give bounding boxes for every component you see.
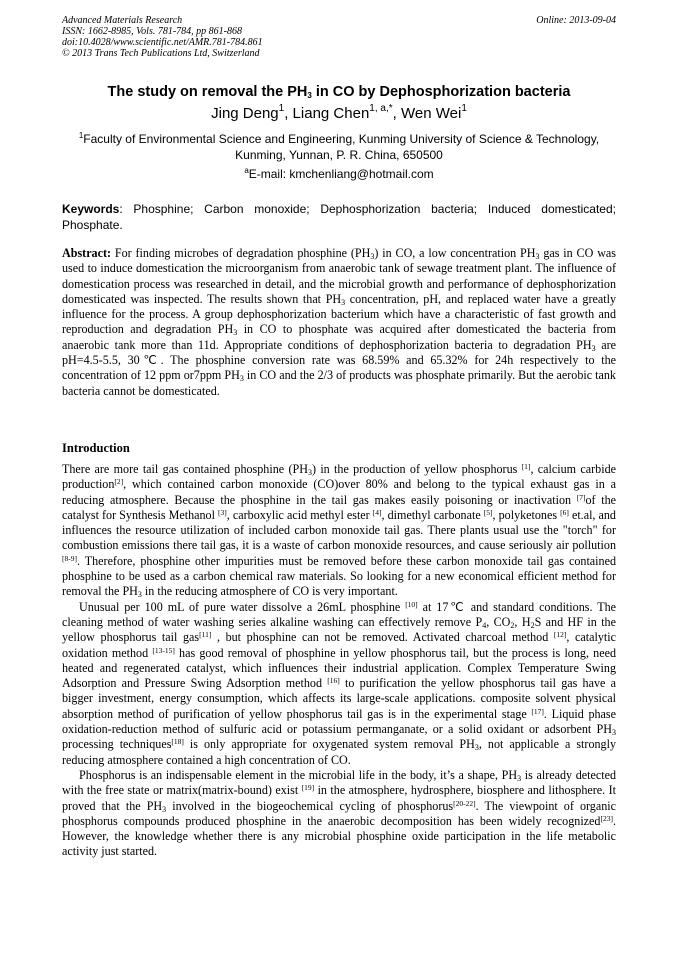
- body-text: in the reducing atmosphere of CO is very important.: [141, 584, 398, 599]
- body-text: , but phosphine can not be removed. Activated charcoal method: [211, 630, 554, 645]
- body-text: , catalytic oxidation method: [62, 630, 616, 660]
- title-subscript: 3: [307, 91, 312, 100]
- abstract-label: Abstract:: [62, 246, 112, 260]
- citation: [1]: [521, 462, 531, 471]
- subscript: 3: [162, 804, 167, 814]
- subscript: 2: [530, 620, 535, 630]
- title-text-b: in CO by Dephosphorization bacteria: [311, 84, 571, 100]
- body-text: et.al, and influences the resource utilization of included carbon monoxide tail gas. There plants usual use the "torch" for combustion emissions there tail gas, it is a waste of carbon monoxide resources, and cause seriously air pollution: [62, 507, 616, 553]
- body-text: . However, the knowledge whether there is any microbial phosphine oxide participation in the life metabolic activity just started.: [62, 813, 616, 859]
- keywords-label: Keywords: [62, 202, 120, 216]
- body-text: , carboxylic acid methyl ester: [226, 507, 373, 522]
- citation: [7]: [576, 492, 586, 502]
- affiliation-line: Kunming, Yunnan, P. R. China, 650500: [235, 148, 443, 162]
- body-text: Unusual per 100 mL of pure water dissolve a 26mL phosphine: [79, 599, 406, 614]
- body-text: , polyketones: [492, 507, 561, 522]
- body-text: processing techniques: [62, 737, 172, 752]
- body-text: to purification the yellow phosphorus tail gas have a bigger investment, energy consumption, which affects its large-scale applications. composite solvent physical absorption method of purification of yellow phosphorus tail gas is in the experimental stage: [62, 676, 616, 721]
- citation: [13-15]: [152, 645, 175, 655]
- keywords-text: : Phosphine; Carbon monoxide; Dephosphorization bacteria; Induced domesticated; Phosphate.: [62, 202, 616, 232]
- subscript: 2: [510, 620, 515, 630]
- subscript: 4: [482, 620, 487, 630]
- keywords: [62, 201, 616, 233]
- section-heading-introduction: Introduction: [62, 441, 130, 455]
- citation: [20-22]: [453, 798, 476, 808]
- body-text: , H: [514, 614, 531, 629]
- journal-header: [62, 15, 616, 59]
- author-name: , Wen Wei: [392, 105, 462, 122]
- abstract-text: in CO to phosphate was acquired after domesticated the bacteria from anaerobic tank more than 11d. Appropriate conditions of dephosphorization bacteria to degradation PH: [62, 322, 616, 352]
- body-text: , which contained carbon monoxide (CO)over 80% and belong to the typical exhaust gas in a reducing atmosphere. Because the phosphine in the tail gas makes easily poisoning or inactivation: [62, 477, 616, 507]
- introduction-body: [62, 462, 616, 860]
- author-affil-mark: 1: [278, 103, 285, 114]
- subscript: 3: [307, 468, 312, 477]
- subscript: 3: [370, 252, 375, 261]
- subscript: 3: [591, 343, 596, 353]
- affil-mark-text: 1, a,: [369, 103, 389, 114]
- citation: [8-9]: [62, 553, 77, 563]
- body-text: . Liquid phase oxidation-reduction method of sulfuric acid or potassium permanganate, or a solid oxidant or adsorbent PH: [62, 706, 617, 737]
- author-affil-mark: [369, 103, 392, 114]
- abstract-text: concentration, pH, and replaced water have a greatly influence for the process. A group dephosphorization bacterium which have a characteristic of fast growth and reproduction and degradation PH: [62, 291, 616, 337]
- subscript: 3: [137, 590, 142, 600]
- citation: [18]: [171, 737, 184, 747]
- body-text: , calcium carbide production: [62, 462, 616, 492]
- online-date: Online: 2013-09-04: [536, 15, 616, 26]
- author-affil-mark: 1: [461, 103, 467, 114]
- copyright-line: © 2013 Trans Tech Publications Ltd, Switzerland: [62, 48, 260, 59]
- email-mark: a: [244, 166, 249, 175]
- citation: [11]: [199, 630, 212, 640]
- citation: [4]: [372, 507, 382, 517]
- citation: [3]: [218, 507, 227, 517]
- abstract-text: gas in CO was used to induce domestication the microorganism from anaerobic tank of sewage treatment plant. The influence of domestication process was researched in detail, and the microbial growth and performance of dephosphorization domesticated was inspected. The results shown that PH: [62, 246, 616, 306]
- abstract-text: in CO and the 2/3 of products was phosphate primarily. But the aerobic tank bacteria cannot be domesticated.: [62, 368, 616, 398]
- citation: [6]: [560, 507, 569, 517]
- abstract-text: For finding microbes of degradation phosphine (PH: [111, 246, 371, 260]
- body-text: , dimethyl carbonate: [381, 507, 484, 522]
- paragraph: [62, 462, 616, 600]
- body-text: , not applicable a strongly reducing atmosphere contained a high concentration of CO.: [62, 737, 616, 767]
- email-text: E-mail: kmchenliang@hotmail.com: [248, 167, 434, 181]
- abstract-text: ) in CO, a low concentration PH: [374, 246, 536, 260]
- affiliation-mark: 1: [78, 131, 84, 140]
- affiliation-text: Faculty of Environmental Science and Engineering, Kunming University of Science & Technology,: [83, 132, 600, 146]
- citation: [17]: [531, 706, 544, 716]
- doi-line: doi:10.4028/www.scientific.net/AMR.781-784.861: [62, 37, 263, 48]
- author-name: Jing Deng: [211, 105, 279, 122]
- journal-name: Advanced Materials Research: [62, 15, 183, 26]
- citation: [19]: [301, 783, 315, 793]
- citation: [10]: [405, 599, 418, 609]
- subscript: 3: [233, 328, 238, 338]
- citation: [23]: [600, 813, 613, 823]
- body-text: at 17℃ and standard conditions. The cleaning method of water washing series alkaline washing can effectively remove P: [62, 599, 617, 629]
- body-text: There are more tail gas contained phosphine (PH: [62, 462, 308, 476]
- body-text: . Therefore, phosphine other impurities must be removed before these carbon monoxide tail gas contained phosphine to be used as a carbon chemical raw materials. So looking for a new economical efficient method for removal the PH: [62, 553, 616, 599]
- body-text: is only appropriate for oxygenated system removal PH: [183, 737, 475, 752]
- body-text: has good removal of phosphine in yellow phosphorus tail, but the process is long, need heated and regenerated catalyst, which influences their industrial application. Complex Temperature Swing Adsorption and Pressure Swing Adsorption method: [62, 645, 616, 691]
- author-list: [62, 104, 616, 124]
- paper-title: [62, 83, 616, 101]
- body-text: involved in the biogeochemical cycling of phosphorus: [166, 798, 454, 813]
- body-text: Phosphorus is an indispensable element in the microbial life in the body, it’s a shape, PH: [79, 767, 518, 782]
- body-text: . The viewpoint of organic phosphorus compounds produced phosphine in the anaerobic decomposition has been widely recognized: [62, 798, 616, 828]
- affiliation-line: [62, 131, 616, 147]
- corresponding-star: *: [388, 103, 393, 114]
- subscript: 3: [535, 252, 540, 261]
- body-text: of the catalyst for Synthesis Methanol: [62, 492, 617, 522]
- body-text: ) in the production of yellow phosphorus: [311, 462, 522, 476]
- issn-line: ISSN: 1662-8985, Vols. 781-784, pp 861-868: [62, 26, 242, 37]
- email-line: [62, 167, 616, 182]
- subscript: 3: [239, 374, 244, 384]
- abstract-text: are pH=4.5-5.5, 30℃. The phosphine conversion rate was 68.59% and 65.32% for 24h respectively to the concentration of 12 ppm or7ppm PH: [62, 337, 616, 383]
- title-text-a: The study on removal the PH: [107, 84, 308, 100]
- citation: [2]: [114, 477, 124, 487]
- paragraph: [62, 768, 616, 860]
- citation: [16]: [327, 676, 340, 686]
- subscript: 3: [341, 297, 346, 307]
- subscript: 3: [474, 743, 479, 753]
- body-text: , CO: [486, 614, 511, 629]
- body-text: S and HF in the yellow phosphorus tail gas: [62, 614, 616, 645]
- subscript: 3: [612, 728, 616, 738]
- affiliation: [62, 131, 616, 163]
- abstract: [62, 246, 616, 399]
- body-text: is already detected with the free state or matrix(matrix-bound) exist: [62, 767, 616, 798]
- paragraph: [62, 600, 616, 768]
- author-name: , Liang Chen: [284, 105, 370, 122]
- citation: [12]: [553, 630, 567, 640]
- citation: [5]: [483, 507, 493, 517]
- body-text: in the atmosphere, hydrosphere, biosphere and lithosphere. It proved that the PH: [62, 783, 616, 813]
- subscript: 3: [517, 773, 522, 783]
